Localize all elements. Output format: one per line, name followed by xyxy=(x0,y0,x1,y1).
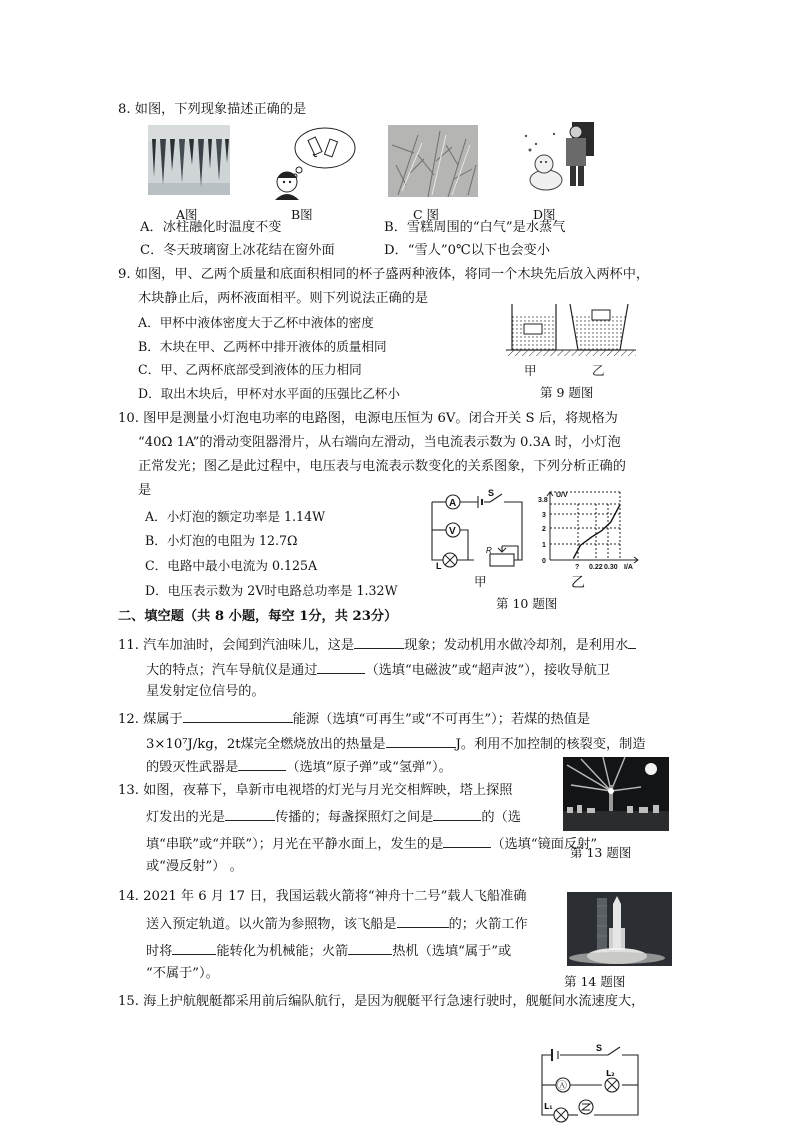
q11-text-1b: 现象；发动机用水做冷却剂，是利用水 xyxy=(404,638,629,653)
q8-option-a: A．冰柱融化时温度不变 xyxy=(140,220,282,235)
snowman-photo xyxy=(520,120,596,198)
q10-option-c: C．电路中最小电流为 0.125A xyxy=(145,558,318,573)
q14-line-4: “不属于”）。 xyxy=(146,966,219,981)
q13-line-1: 13. 如图，夜幕下，阜新市电视塔的灯光与月光交相辉映，塔上探照 xyxy=(118,783,513,798)
q14-blank-2[interactable] xyxy=(172,940,216,955)
q9-option-d: D．取出木块后，甲杯对水平面的压强比乙杯小 xyxy=(138,386,400,401)
q9-option-a: A．甲杯中液体密度大于乙杯中液体的密度 xyxy=(138,315,374,330)
q10-curve xyxy=(573,505,620,559)
q12-line-1 xyxy=(118,708,590,729)
q13-line-4: 或“漫反射”） 。 xyxy=(146,859,243,874)
q12-text-1a: 12. 煤属于 xyxy=(118,712,183,727)
q15-circuit-diagram xyxy=(538,1043,644,1121)
q13-line-2 xyxy=(146,806,521,827)
q10-rheostat-label: R xyxy=(486,546,492,555)
q10-graph xyxy=(538,488,646,572)
section-2-heading: 二、填空题（共 8 小题，每空 1分，共 23分） xyxy=(118,609,398,624)
q12-text-1b: 能源（选填“可再生”或“不可再生”）；若煤的热值是 xyxy=(292,712,591,727)
frost-photo xyxy=(388,125,478,197)
q11-blank-1[interactable] xyxy=(354,634,404,649)
q14-blank-3[interactable] xyxy=(348,940,392,955)
q15-line-1: 15. 海上护航舰艇都采用前后编队航行，是因为舰艇平行急速行驶时，舰艇间水流速度大， xyxy=(118,994,645,1009)
q10-circuit-diagram xyxy=(428,490,528,570)
q14-text-2a: 送入预定轨道。以火箭为参照物，该飞船是 xyxy=(146,917,397,932)
q11-blank-3[interactable] xyxy=(317,659,365,674)
q9-stem-1: 9. 如图，甲、乙两个质量和底面积相同的杯子盛两种液体，将同一个木块先后放入两杯中， xyxy=(118,267,650,282)
q10-ytick-1: 3 xyxy=(542,512,546,519)
q11-text-2a: 大的特点；汽车导航仪是通过 xyxy=(146,663,318,678)
q11-text-1a: 11. 汽车加油时，会闻到汽油味儿，这是 xyxy=(118,638,355,653)
q8-caption-b: B图 xyxy=(291,207,313,222)
q9-cups-diagram xyxy=(500,300,640,360)
q8-caption-d: D图 xyxy=(533,207,556,222)
q8-option-b: B．雪糕周围的“白气”是水蒸气 xyxy=(384,220,566,235)
q10-stem-1: 10. 图甲是测量小灯泡电功率的电路图，电源电压恒为 6V。闭合开关 S 后，将规格为 xyxy=(118,411,618,426)
q15-lamp2-icon xyxy=(605,1078,619,1092)
q10-ytick-3: 1 xyxy=(542,542,546,549)
q10-option-d: D．电压表示数为 2V时电路总功率是 1.32W xyxy=(145,583,398,598)
cartoon-boy-icon xyxy=(265,124,357,200)
rocket-launch-photo xyxy=(567,892,672,966)
q10-stem-3: 正常发光；图乙是此过程中，电压表与电流表示数变化的关系图象，下列分析正确的 xyxy=(138,459,626,474)
q10-stem-4: 是 xyxy=(138,483,152,498)
q12-text-3b: （选填“原子弹”或“氢弹”）。 xyxy=(286,760,452,775)
tv-tower-night-photo xyxy=(563,757,669,831)
q11-blank-2[interactable] xyxy=(628,634,636,649)
q15-lamp2-label: L₂ xyxy=(606,1069,615,1078)
q10-ytick-0: 3.8 xyxy=(538,497,548,504)
q15-lamp1-label: L₁ xyxy=(544,1102,553,1111)
q15-switch-label: S xyxy=(596,1043,603,1053)
q10-stem-2: “40Ω 1A”的滑动变阻器滑片，从右端向左滑动，当电流表示数为 0.3A 时，小灯泡 xyxy=(138,435,621,450)
q14-fig-caption: 第 14 题图 xyxy=(564,974,626,989)
q10-lamp-icon xyxy=(443,553,457,567)
q13-blank-1[interactable] xyxy=(225,806,275,821)
q10-switch-label: S xyxy=(488,488,495,498)
q10-fig-caption: 第 10 题图 xyxy=(496,596,558,611)
q15-lamp1-icon xyxy=(554,1108,568,1122)
q13-text-3a: 填“串联”或“并联”）；月光在平静水面上，发生的是 xyxy=(146,837,444,852)
q11-text-2b: （选填“电磁波”或“超声波”），接收导航卫 xyxy=(365,663,610,678)
q14-text-3a: 时将 xyxy=(146,944,173,959)
q12-text-3a: 的毁灭性武器是 xyxy=(146,760,239,775)
q12-line-2 xyxy=(146,733,646,754)
q8-option-c: C．冬天玻璃窗上冰花结在窗外面 xyxy=(140,243,335,258)
q10-xtick-1: 0.22 xyxy=(589,564,603,571)
q13-text-2a: 灯发出的光是 xyxy=(146,810,226,825)
q13-blank-2[interactable] xyxy=(433,806,481,821)
q13-fig-caption: 第 13 题图 xyxy=(570,845,632,860)
q11-line-2 xyxy=(146,659,610,680)
icicle-photo xyxy=(148,125,230,195)
q10-xtick-0: ? xyxy=(575,564,580,571)
q13-line-3 xyxy=(146,833,597,854)
q10-xtick-2: 0.30 xyxy=(604,564,618,571)
q10-xlabel: I/A xyxy=(624,564,633,571)
q14-blank-1[interactable] xyxy=(397,913,449,928)
q14-line-1: 14. 2021 年 6 月 17 日，我国运载火箭将“神舟十二号”载人飞船准确 xyxy=(118,889,527,904)
q14-text-3c: 热机（选填“属于”或 xyxy=(392,944,512,959)
q9-fig-caption: 第 9 题图 xyxy=(540,385,594,400)
q11-line-3: 星发射定位信号的。 xyxy=(146,684,265,699)
q12-line-3 xyxy=(146,756,452,777)
q13-text-2c: 的（选 xyxy=(481,810,521,825)
q9-stem-2: 木块静止后，两杯液面相平。则下列说法正确的是 xyxy=(138,291,429,306)
q14-text-2b: 的；火箭工作 xyxy=(448,917,528,932)
q15-component-icon xyxy=(579,1100,593,1114)
q11-line-1 xyxy=(118,634,636,655)
q8-option-d: D．“雪人”0℃以下也会变小 xyxy=(384,243,550,258)
q13-blank-3[interactable] xyxy=(443,833,491,848)
q9-label-jia: 甲 xyxy=(524,363,537,378)
q13-text-3b: （选填“镜面反射” xyxy=(491,837,598,852)
q10-label-yi: 乙 xyxy=(571,575,585,591)
q10-option-a: A．小灯泡的额定功率是 1.14W xyxy=(145,509,326,524)
q12-blank-3[interactable] xyxy=(238,756,286,771)
q9-label-yi: 乙 xyxy=(592,363,605,378)
q14-line-2 xyxy=(146,913,528,934)
q10-lamp-label: L xyxy=(436,561,442,571)
q10-ytick-2: 2 xyxy=(542,526,546,533)
q13-text-2b: 传播的；每盏探照灯之间是 xyxy=(275,810,434,825)
q10-label-jia: 甲 xyxy=(474,574,487,589)
q12-text-2b: J。利用不加控制的核裂变，制造 xyxy=(455,737,646,752)
q8-caption-c: C 图 xyxy=(413,207,440,222)
q9-option-b: B．木块在甲、乙两杯中排开液体的质量相同 xyxy=(138,339,387,354)
q14-text-3b: 能转化为机械能；火箭 xyxy=(216,944,349,959)
q8-caption-a: A图 xyxy=(176,207,198,222)
q12-text-2a: 3×10⁷J/kg，2t煤完全燃烧放出的热量是 xyxy=(146,737,386,752)
q10-ytick-4: 0 xyxy=(542,558,546,565)
q10-option-b: B．小灯泡的电阻为 12.7Ω xyxy=(145,533,298,548)
q10-voltmeter-label: V xyxy=(449,526,456,537)
q8-stem: 8. 如图，下列现象描述正确的是 xyxy=(118,102,307,117)
q12-blank-2[interactable] xyxy=(386,733,456,748)
q14-line-3 xyxy=(146,940,511,961)
q10-ammeter-label: A xyxy=(449,498,457,509)
q9-option-c: C．甲、乙两杯底部受到液体的压力相同 xyxy=(138,362,362,377)
q15-ammeter-label: Ⓐ xyxy=(557,1081,567,1092)
q10-ylabel: U/V xyxy=(556,492,568,499)
q12-blank-1[interactable] xyxy=(183,708,293,723)
